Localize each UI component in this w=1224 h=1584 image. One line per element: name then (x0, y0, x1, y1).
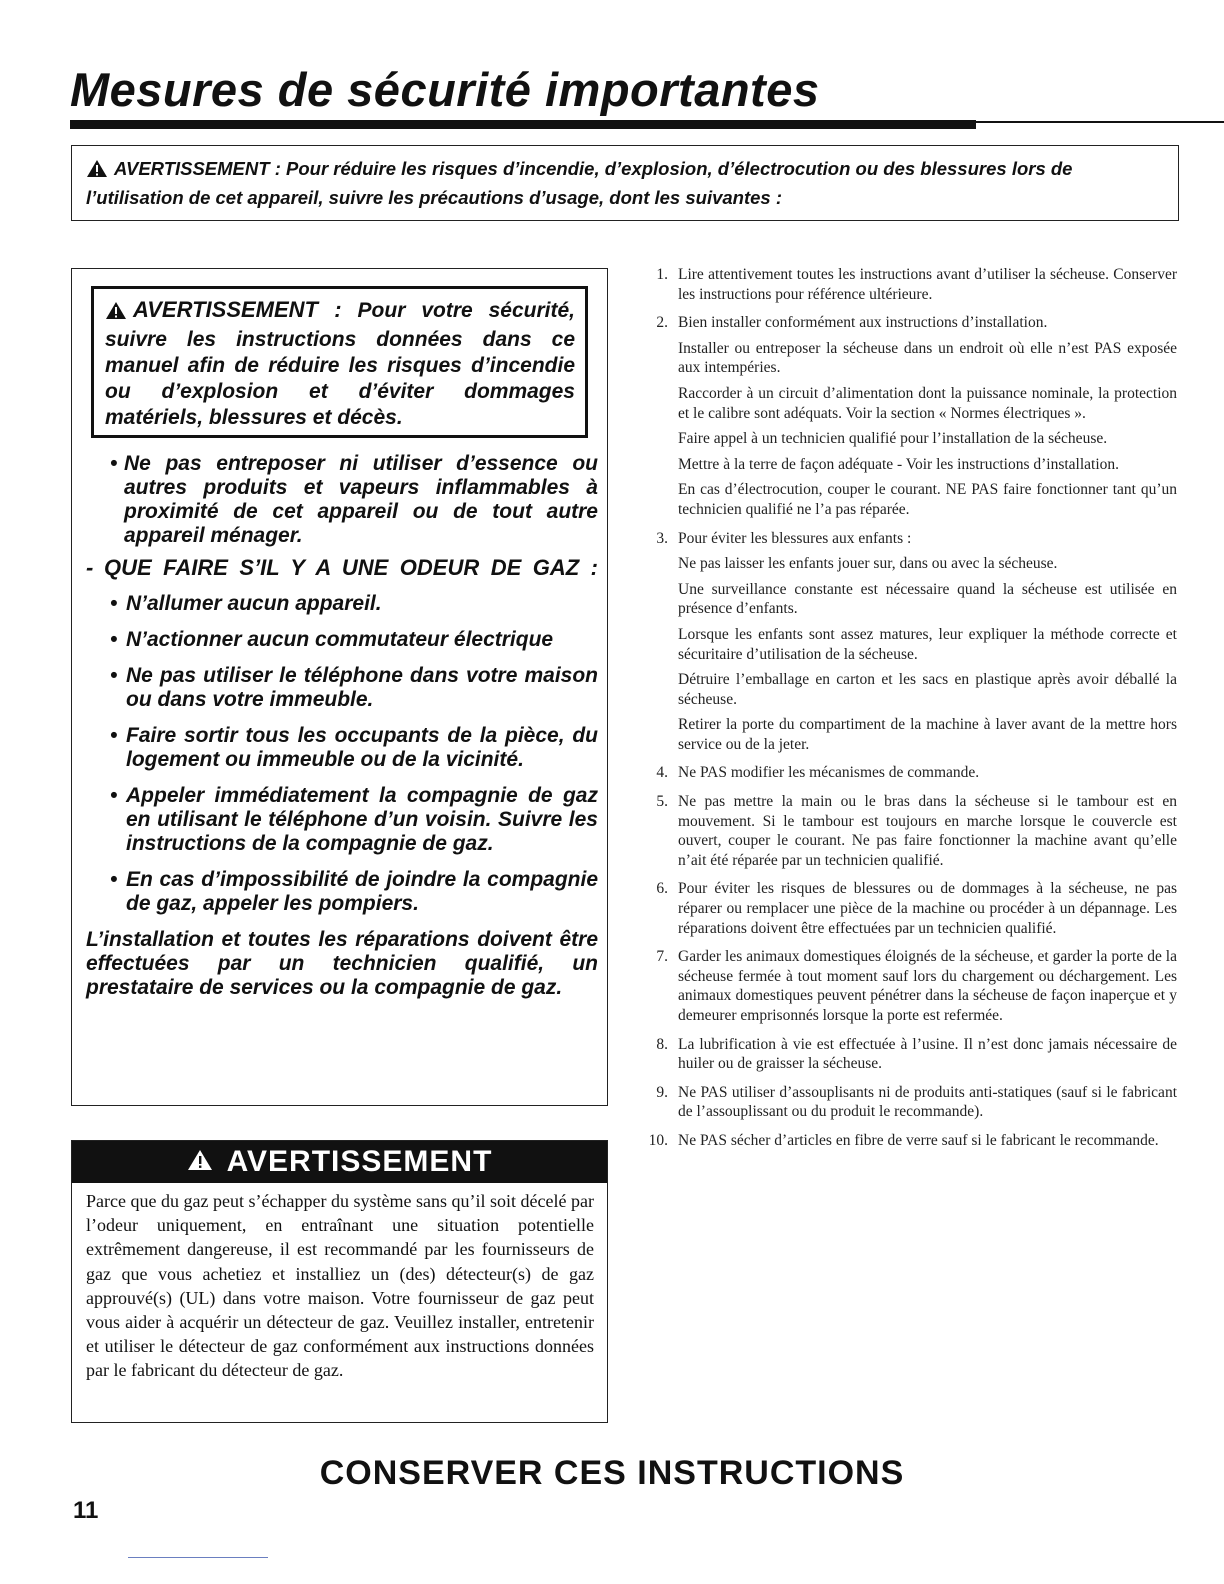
bullet-text: N’actionner aucun commutateur électrique (126, 628, 554, 651)
item-text: Lorsque les enfants sont assez matures, leur expliquer la méthode correcte et sécuritaire d’utilisation de la sécheuse. (678, 625, 1177, 663)
bullet-text: Faire sortir tous les occupants de la pièce, du logement ou immeuble ou de la vicinité. (126, 724, 598, 771)
item-number: 7. (656, 948, 668, 966)
top-warning-text: Pour réduire les risques d’incendie, d’explosion, d’électrocution ou des blessures lors de l’utilisation de cet appareil, suivre les précautions d’usage, dont les suivantes : (86, 158, 1073, 208)
list-item (640, 529, 1177, 755)
item-text: En cas d’électrocution, couper le courant. NE PAS faire fonctionner tant qu’un technicien qualifié ne l’a pas réparée. (678, 481, 1177, 518)
warning-triangle-icon (86, 159, 108, 185)
installation-note: L’installation et toutes les réparations doivent être effectuées par un technicien qualifié, un prestataire de services ou la compagnie de gaz. (86, 928, 598, 999)
gas-heading-text: QUE FAIRE S’IL Y A UNE ODEUR DE GAZ : (104, 555, 598, 580)
bullet-icon: • (110, 592, 118, 615)
inner-warning-text: Pour votre sécurité, suivre les instructions données dans ce manuel afin de réduire les risques d’incendie ou d’explosion et d’éviter dommages matériels, blessures et décès. (105, 299, 576, 429)
list-item (640, 947, 1177, 1025)
item-number: 5. (656, 793, 668, 811)
list-item (640, 265, 1177, 304)
item-text: Raccorder à un circuit d’alimentation dont la puissance nominale, la protection et le calibre sont adéquats. Voir la section « Normes électriques ». (678, 384, 1177, 422)
bullet-icon: • (110, 628, 118, 651)
gas-warning-header (72, 1141, 607, 1183)
item-text: Détruire l’emballage en carton et les sacs en plastique après avoir déballé la sécheuse. (678, 671, 1177, 708)
inner-warning-box (91, 286, 588, 438)
list-item (640, 1083, 1177, 1122)
item-text: Ne pas laisser les enfants jouer sur, dans ou avec la sécheuse. (678, 555, 1058, 573)
bottom-divider (128, 1557, 268, 1558)
item-number: 10. (648, 1131, 668, 1149)
warning-triangle-icon (105, 301, 127, 327)
bullet-text: Ne pas entreposer ni utiliser d’essence ou autres produits et vapeurs inflammables à proximité de cet appareil ou de tout autre appareil ménager. (124, 452, 598, 547)
bullet-text: En cas d’impossibilité de joindre la compagnie de gaz, appeler les pompiers. (126, 868, 598, 915)
item-text: Ne PAS utiliser d’assouplisants ni de produits anti-statiques (sauf si le fabricant de l’assouplissant ou du produit le recommande). (678, 1083, 1177, 1121)
page-title: Mesures de sécurité importantes (70, 63, 820, 116)
top-warning-box (71, 145, 1179, 221)
inner-warning-label: AVERTISSEMENT : (133, 297, 342, 322)
item-number: 2. (656, 314, 668, 332)
item-text: Pour éviter les risques de blessures ou de dommages à la sécheuse, ne pas réparer ou remplacer une pièce de la machine ou procéder à un dépannage. Les réparations doivent être effectuées par un technicien qualifié. (678, 880, 1177, 937)
instructions-list (640, 265, 1177, 1160)
item-number: 9. (656, 1083, 668, 1101)
item-text: Une surveillance constante est nécessaire quand la sécheuse est utilisée en présence d’enfants. (678, 580, 1177, 618)
list-item (640, 1131, 1177, 1151)
page-number: 11 (73, 1497, 99, 1524)
bullet-text: Appeler immédiatement la compagnie de gaz en utilisant le téléphone d’un voisin. Suivre les instructions de la compagnie de gaz. (126, 784, 598, 855)
list-item (640, 313, 1177, 519)
bullet-icon: • (110, 664, 118, 687)
bullet-icon: • (110, 724, 118, 747)
title-rule (70, 120, 976, 129)
list-item (86, 868, 598, 916)
gas-detector-warning (71, 1140, 608, 1423)
list-item (640, 763, 1177, 783)
item-text: Garder les animaux domestiques éloignés de la sécheuse, et garder la porte de la sécheuse fermée à tout moment sauf lors du chargement ou déchargement. Les animaux domestiques peuvent pénétrer dans la sécheuse de façon inaperçue et y demeurer emprisonnés lorsque la porte est refermée. (678, 948, 1177, 1024)
bullet-icon: • (110, 452, 118, 475)
item-text: La lubrification à vie est effectuée à l’usine. Il n’est donc jamais nécessaire de huiler ou de graisser la sécheuse. (678, 1035, 1177, 1073)
dash-icon: - (86, 555, 94, 580)
footer-title: CONSERVER CES INSTRUCTIONS (319, 1454, 905, 1492)
item-text: Lire attentivement toutes les instructions avant d’utiliser la sécheuse. Conserver les instructions pour référence ultérieure. (678, 266, 1177, 303)
item-number: 4. (656, 764, 668, 782)
bullet-text: N’allumer aucun appareil. (126, 592, 382, 615)
list-item (640, 879, 1177, 938)
list-item (86, 592, 598, 616)
gas-warning-text: Parce que du gaz peut s’échapper du système sans qu’il soit décelé par l’odeur uniquement, en entraînant une situation potentielle extrêmement dangereuse, il est recommandé par les fournisseurs de gaz que vous achetiez et installiez un (des) détecteur(s) de gaz approuvé(s) (UL) dans votre maison. Votre fournisseur de gaz peut vous aider à acquérir un détecteur de gaz. Veuillez installer, entretenir et utiliser le détecteur de gaz conformément aux instructions données par le fabricant du détecteur de gaz. (86, 1191, 594, 1381)
item-text: Pour éviter les blessures aux enfants : (678, 529, 912, 547)
item-text: Bien installer conformément aux instructions d’installation. (678, 314, 1048, 332)
top-warning-label: AVERTISSEMENT : (114, 158, 281, 179)
safety-box (71, 268, 608, 1106)
item-text: Installer ou entreposer la sécheuse dans un endroit où elle n’est PAS exposée aux intempéries. (678, 339, 1177, 377)
item-text: Ne pas mettre la main ou le bras dans la sécheuse si le tambour est en mouvement. Si le tambour est toujours en marche lorsque le couvercle est ouvert, couper le courant. Ne pas faire fonctionner la machine avant qu’elle n’ait été réparée par un technicien qualifié. (678, 793, 1177, 869)
warning-triangle-icon (187, 1145, 213, 1179)
item-number: 6. (656, 880, 668, 898)
list-item (86, 452, 598, 548)
list-item (640, 1035, 1177, 1074)
item-number: 3. (656, 529, 668, 547)
gas-warning-title: AVERTISSEMENT (226, 1145, 493, 1178)
item-text: Faire appel à un technicien qualifié pour l’installation de la sécheuse. (678, 430, 1108, 448)
bullet-icon: • (110, 868, 118, 891)
list-item (86, 724, 598, 772)
bullet-text: Ne pas utiliser le téléphone dans votre maison ou dans votre immeuble. (126, 664, 598, 711)
list-item (86, 664, 598, 712)
list-item (86, 628, 598, 652)
item-text: Retirer la porte du compartiment de la machine à laver avant de la mettre hors service ou de la jeter. (678, 716, 1177, 753)
item-number: 1. (656, 266, 668, 283)
list-item (640, 792, 1177, 870)
item-text: Ne PAS sécher d’articles en fibre de verre sauf si le fabricant le recommande. (678, 1131, 1159, 1149)
title-rule-extension (976, 121, 1224, 123)
gas-safety-list (86, 452, 598, 1000)
bullet-icon: • (110, 784, 118, 807)
item-text: Mettre à la terre de façon adéquate - Voir les instructions d’installation. (678, 455, 1120, 473)
item-number: 8. (656, 1035, 668, 1053)
item-text: Ne PAS modifier les mécanismes de commande. (678, 764, 980, 782)
list-item (86, 784, 598, 856)
gas-odor-heading (86, 556, 598, 580)
